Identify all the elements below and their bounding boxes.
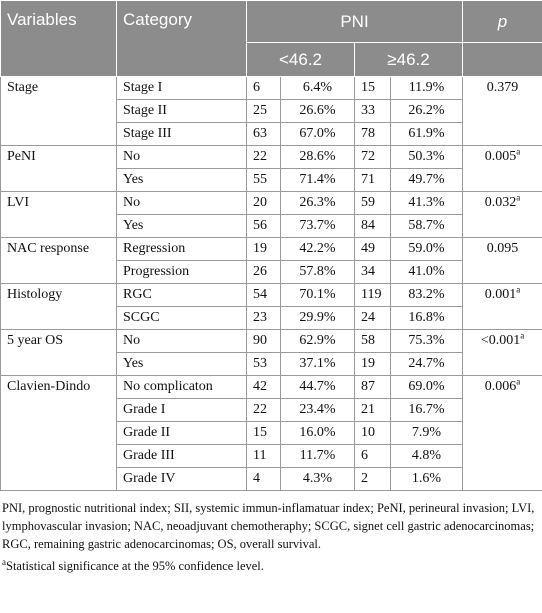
category-cell: Grade III: [117, 445, 247, 468]
category-cell: Yes: [117, 169, 247, 192]
count-high-cell: 72: [355, 146, 391, 169]
header-pni-high: ≥46.2: [355, 43, 463, 77]
count-low-cell: 90: [247, 330, 281, 353]
p-value: <0.001: [480, 333, 521, 348]
header-p-empty: [463, 43, 542, 77]
percent-high-cell: 69.0%: [391, 376, 463, 399]
count-high-cell: 71: [355, 169, 391, 192]
count-low-cell: 19: [247, 238, 281, 261]
variable-cell: 5 year OS: [1, 330, 117, 376]
percent-low-cell: 70.1%: [281, 284, 355, 307]
percent-high-cell: 11.9%: [391, 77, 463, 100]
footnote-a-text: Statistical significance at the 95% confidence level.: [6, 559, 264, 573]
count-low-cell: 11: [247, 445, 281, 468]
percent-low-cell: 71.4%: [281, 169, 355, 192]
count-high-cell: 6: [355, 445, 391, 468]
percent-low-cell: 29.9%: [281, 307, 355, 330]
header-variables: Variables: [1, 1, 117, 77]
count-high-cell: 19: [355, 353, 391, 376]
category-cell: No complicaton: [117, 376, 247, 399]
count-high-cell: 33: [355, 100, 391, 123]
percent-high-cell: 7.9%: [391, 422, 463, 445]
category-cell: No: [117, 330, 247, 353]
category-cell: No: [117, 146, 247, 169]
footnote-a-mark: a: [2, 556, 6, 567]
count-low-cell: 53: [247, 353, 281, 376]
percent-low-cell: 26.6%: [281, 100, 355, 123]
header-p: p: [463, 1, 542, 43]
count-low-cell: 54: [247, 284, 281, 307]
percent-low-cell: 62.9%: [281, 330, 355, 353]
count-low-cell: 6: [247, 77, 281, 100]
category-cell: Stage III: [117, 123, 247, 146]
percent-low-cell: 37.1%: [281, 353, 355, 376]
percent-low-cell: 26.3%: [281, 192, 355, 215]
percent-low-cell: 16.0%: [281, 422, 355, 445]
count-low-cell: 15: [247, 422, 281, 445]
p-value: 0.006: [484, 379, 517, 394]
category-cell: Regression: [117, 238, 247, 261]
p-value-cell: [463, 192, 542, 238]
count-low-cell: 55: [247, 169, 281, 192]
category-cell: Progression: [117, 261, 247, 284]
table-row: [1, 376, 542, 399]
category-cell: Stage I: [117, 77, 247, 100]
category-cell: Yes: [117, 353, 247, 376]
category-cell: Grade I: [117, 399, 247, 422]
percent-high-cell: 61.9%: [391, 123, 463, 146]
p-value: 0.005: [484, 149, 517, 164]
count-low-cell: 4: [247, 468, 281, 491]
count-low-cell: 22: [247, 399, 281, 422]
variable-cell: LVI: [1, 192, 117, 238]
count-high-cell: 87: [355, 376, 391, 399]
footnote-significance: [2, 557, 540, 575]
count-high-cell: 2: [355, 468, 391, 491]
p-value: 0.032: [484, 195, 517, 210]
percent-low-cell: 6.4%: [281, 77, 355, 100]
count-high-cell: 84: [355, 215, 391, 238]
category-cell: Grade IV: [117, 468, 247, 491]
percent-high-cell: 83.2%: [391, 284, 463, 307]
table-row: [1, 238, 542, 261]
table-body: [1, 77, 542, 491]
p-value: 0.001: [484, 287, 517, 302]
percent-high-cell: 16.8%: [391, 307, 463, 330]
p-value: 0.379: [486, 80, 519, 95]
percent-low-cell: 4.3%: [281, 468, 355, 491]
percent-low-cell: 11.7%: [281, 445, 355, 468]
percent-high-cell: 75.3%: [391, 330, 463, 353]
p-value-cell: [463, 77, 542, 146]
count-low-cell: 42: [247, 376, 281, 399]
category-cell: Grade II: [117, 422, 247, 445]
percent-low-cell: 73.7%: [281, 215, 355, 238]
percent-high-cell: 16.7%: [391, 399, 463, 422]
table-row: [1, 330, 542, 353]
percent-high-cell: 24.7%: [391, 353, 463, 376]
count-high-cell: 59: [355, 192, 391, 215]
count-high-cell: 34: [355, 261, 391, 284]
variable-cell: Histology: [1, 284, 117, 330]
percent-low-cell: 23.4%: [281, 399, 355, 422]
count-low-cell: 63: [247, 123, 281, 146]
percent-high-cell: 41.3%: [391, 192, 463, 215]
header-pni-low: <46.2: [247, 43, 355, 77]
percent-low-cell: 57.8%: [281, 261, 355, 284]
count-high-cell: 78: [355, 123, 391, 146]
percent-high-cell: 4.8%: [391, 445, 463, 468]
count-high-cell: 58: [355, 330, 391, 353]
count-low-cell: 23: [247, 307, 281, 330]
variable-cell: Clavien-Dindo: [1, 376, 117, 491]
variable-cell: NAC response: [1, 238, 117, 284]
table-row: [1, 192, 542, 215]
percent-low-cell: 67.0%: [281, 123, 355, 146]
significance-mark: a: [516, 376, 521, 387]
category-cell: Stage II: [117, 100, 247, 123]
p-value: 0.095: [486, 241, 519, 256]
table-row: [1, 146, 542, 169]
percent-high-cell: 49.7%: [391, 169, 463, 192]
count-low-cell: 20: [247, 192, 281, 215]
table-row: [1, 77, 542, 100]
percent-high-cell: 59.0%: [391, 238, 463, 261]
p-value-cell: [463, 238, 542, 284]
percent-high-cell: 58.7%: [391, 215, 463, 238]
footnote-abbreviations: PNI, prognostic nutritional index; SII, systemic immun-inflamatuar index; PeNI, perineural invasion; LVI, lymphovascular invasion; NAC, neoadjuvant chemotheraphy; SCGC, signet cell gastric adenocarcinomas; RGC, remaining gastric adenocarcinomas; OS, overall survival.: [2, 501, 535, 551]
percent-low-cell: 42.2%: [281, 238, 355, 261]
percent-low-cell: 28.6%: [281, 146, 355, 169]
count-low-cell: 56: [247, 215, 281, 238]
count-high-cell: 15: [355, 77, 391, 100]
table-notes: [0, 491, 542, 575]
count-high-cell: 24: [355, 307, 391, 330]
count-high-cell: 21: [355, 399, 391, 422]
significance-mark: a: [520, 330, 525, 341]
significance-mark: a: [516, 146, 521, 157]
percent-high-cell: 41.0%: [391, 261, 463, 284]
percent-low-cell: 44.7%: [281, 376, 355, 399]
p-value-cell: [463, 284, 542, 330]
header-pni: PNI: [247, 1, 463, 43]
category-cell: Yes: [117, 215, 247, 238]
significance-mark: a: [516, 284, 521, 295]
percent-high-cell: 50.3%: [391, 146, 463, 169]
category-cell: RGC: [117, 284, 247, 307]
p-value-cell: [463, 330, 542, 376]
significance-mark: a: [516, 192, 521, 203]
p-value-cell: [463, 146, 542, 192]
count-high-cell: 49: [355, 238, 391, 261]
percent-high-cell: 26.2%: [391, 100, 463, 123]
table-row: [1, 284, 542, 307]
count-high-cell: 10: [355, 422, 391, 445]
count-low-cell: 25: [247, 100, 281, 123]
count-low-cell: 26: [247, 261, 281, 284]
variable-cell: Stage: [1, 77, 117, 146]
category-cell: SCGC: [117, 307, 247, 330]
count-high-cell: 119: [355, 284, 391, 307]
p-value-cell: [463, 376, 542, 491]
variable-cell: PeNI: [1, 146, 117, 192]
header-category: Category: [117, 1, 247, 77]
category-cell: No: [117, 192, 247, 215]
count-low-cell: 22: [247, 146, 281, 169]
percent-high-cell: 1.6%: [391, 468, 463, 491]
